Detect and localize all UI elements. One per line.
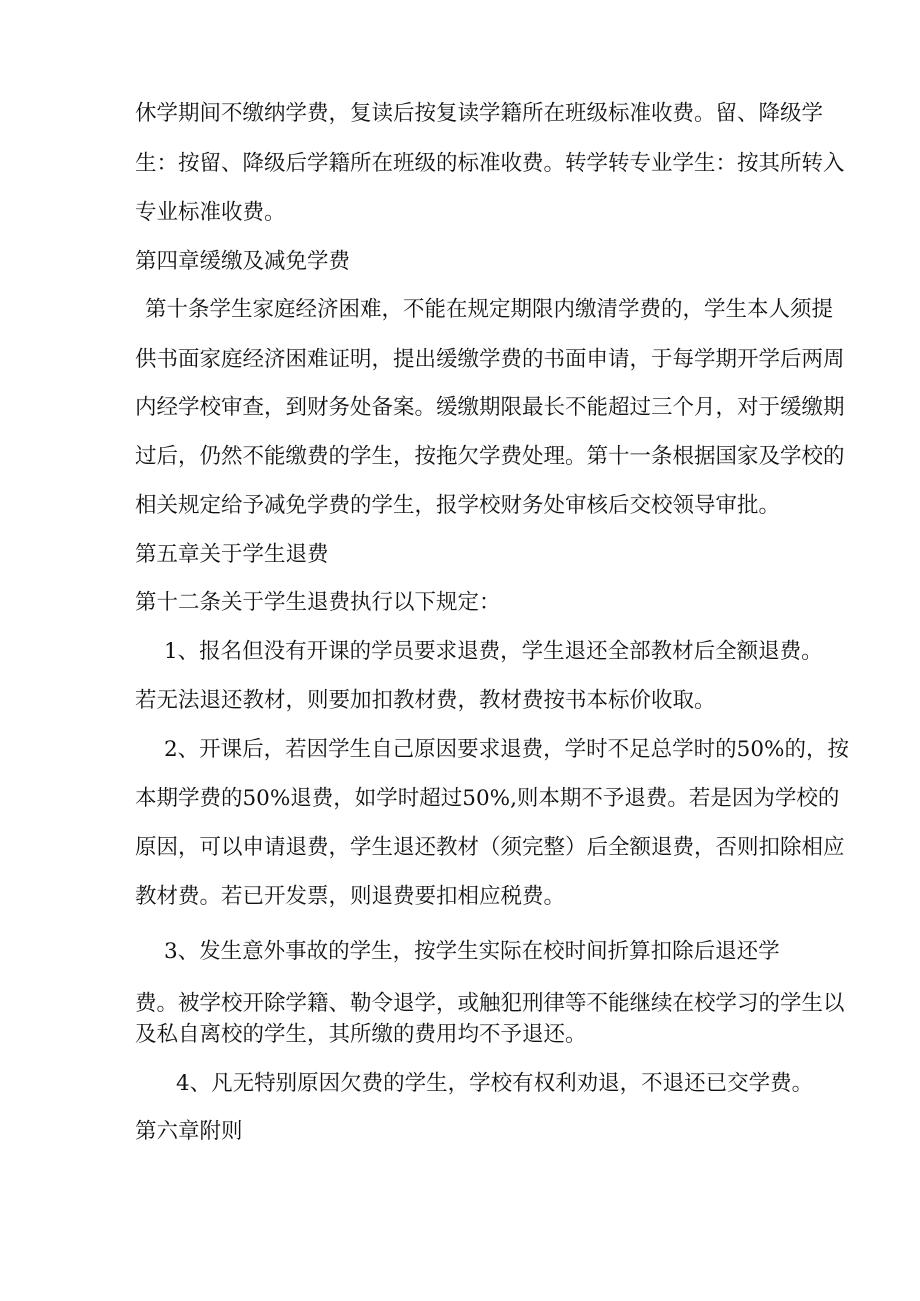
list-item-line: 1、报名但没有开课的学员要求退费，学生退还全部教材后全额退费。: [164, 639, 823, 664]
article-heading: 第十二条关于学生退费执行以下规定：: [135, 590, 501, 615]
body-text-line: 休学期间不缴纳学费，复读后按复读学籍所在班级标准收费。留、降级学: [135, 101, 824, 126]
body-text-line: 费。被学校开除学籍、勒令退学，或触犯刑律等不能继续在校学习的学生以: [135, 991, 845, 1016]
body-text-line: 供书面家庭经济困难证明，提出缓缴学费的书面申请，于每学期开学后两周: [135, 347, 845, 372]
body-text-line: 生：按留、降级后学籍所在班级的标准收费。转学转专业学生：按其所转入: [135, 151, 845, 176]
list-item-line: 4、凡无特别原因欠费的学生，学校有权利劝退，不退还已交学费。: [176, 1071, 814, 1096]
body-text-line: 若无法退还教材，则要加扣教材费，教材费按书本标价收取。: [135, 688, 716, 713]
body-text-line: 专业标准收费。: [135, 200, 286, 225]
list-item-line: 2、开课后，若因学生自己原因要求退费，学时不足总学时的50%的，按: [164, 737, 849, 762]
body-text-line: 内经学校审查，到财务处备案。缓缴期限最长不能超过三个月，对于缓缴期: [135, 395, 845, 420]
body-text-line: 相关规定给予减免学费的学生，报学校财务处审核后交校领导审批。: [135, 493, 781, 518]
body-text-line: 第十条学生家庭经济困难，不能在规定期限内缴清学费的，学生本人须提: [145, 297, 834, 322]
body-text-line: 及私自离校的学生，其所缴的费用均不予退还。: [135, 1022, 587, 1047]
list-item-line: 3、发生意外事故的学生，按学生实际在校时间折算扣除后退还学: [164, 939, 780, 964]
chapter-heading: 第四章缓缴及减免学费: [135, 249, 351, 274]
chapter-heading: 第六章附则: [135, 1119, 243, 1144]
body-text-line: 过后，仍然不能缴费的学生，按拖欠学费处理。第十一条根据国家及学校的: [135, 444, 845, 469]
chapter-heading: 第五章关于学生退费: [135, 542, 329, 567]
body-text-line: 教材费。若已开发票，则退费要扣相应税费。: [135, 884, 566, 909]
body-text-line: 本期学费的50%退费，如学时超过50%,则本期不予退费。若是因为学校的: [135, 786, 840, 811]
body-text-line: 原因，可以申请退费，学生退还教材（须完整）后全额退费，否则扣除相应: [135, 835, 845, 860]
